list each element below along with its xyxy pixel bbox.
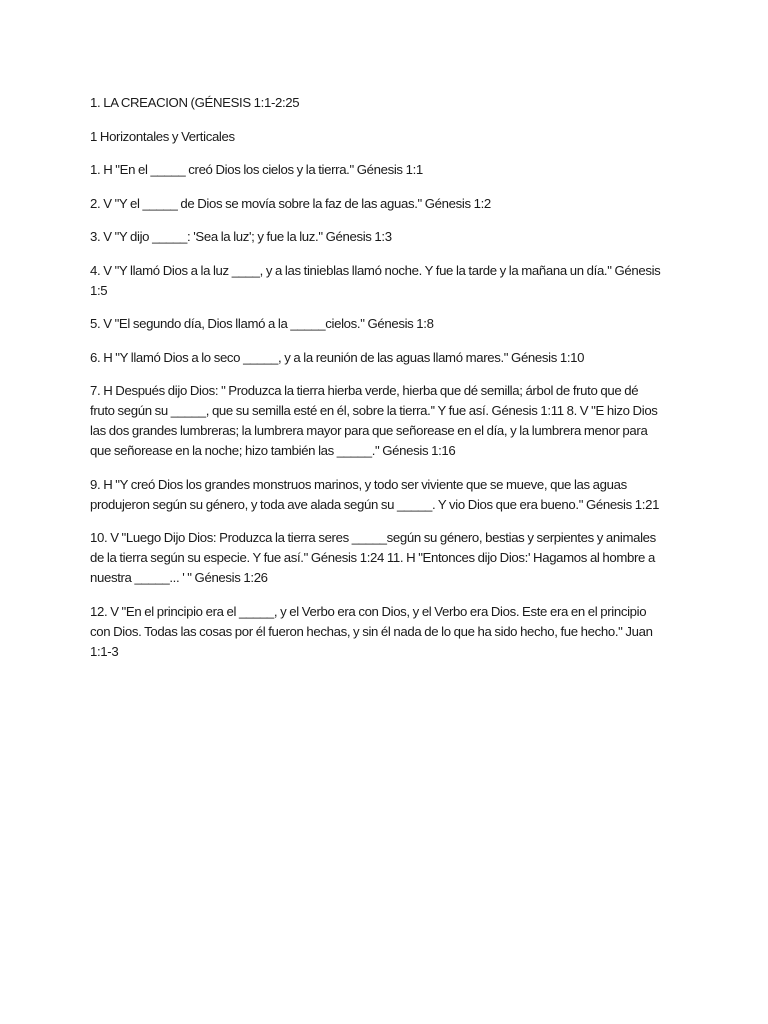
clue-1: 1. H "En el _____ creó Dios los cielos y la tierra." Génesis 1:1 [90, 162, 423, 177]
document-title: 1. LA CREACION (GÉNESIS 1:1-2:25 [90, 95, 300, 110]
document-page [90, 93, 690, 675]
clue-2: 2. V "Y el _____ de Dios se movía sobre la faz de las aguas." Génesis 1:2 [90, 195, 491, 211]
clue-3: 3. V "Y dijo _____: 'Sea la luz'; y fue la luz." Génesis 1:3 [90, 229, 392, 244]
clue-4: 4. V "Y llamó Dios a la luz ____, y a las tinieblas llamó noche. Y fue la tarde y la mañana un día." Génesis 1:5 [90, 262, 661, 298]
clue-12: 12. V "En el principio era el _____, y el Verbo era con Dios, y el Verbo era Dios. Este era en el principio con Dios. Todas las cosas por él fueron hechas, y sin él nada de lo que ha sido hecho, fue hecho." Juan 1:1-3 [90, 603, 653, 659]
document-subtitle: 1 Horizontales y Verticales [90, 128, 235, 144]
clue-9: 9. H "Y creó Dios los grandes monstruos marinos, y todo ser viviente que se mueve, que las aguas produjeron según su género, y toda ave alada según su _____. Y vio Dios que era bueno." Génesis 1:21 [90, 476, 660, 512]
clue-6: 6. H "Y llamó Dios a lo seco _____, y a la reunión de las aguas llamó mares." Génesis 1:10 [90, 349, 585, 365]
clue-7-8: 7. H Después dijo Dios: " Produzca la tierra hierba verde, hierba que dé semilla; árbol de fruto que dé fruto según su _____, que su semilla esté en él, sobre la tierra.'' Y fue así. Génesis 1:11 8. V "E hizo Dios las dos grandes lumbreras; la lumbrera mayor para que señorease en el día, y la lumbrera menor para que señorease en la noche; hizo también las _____." Génesis 1:16 [90, 383, 658, 458]
clue-5: 5. V "El segundo día, Dios llamó a la _____cielos." Génesis 1:8 [90, 316, 434, 331]
clue-10-11: 10. V "Luego Dijo Dios: Produzca la tierra seres _____según su género, bestias y serpientes y animales de la tierra según su especie. Y fue así." Génesis 1:24 11. H "Entonces dijo Dios:' Hagamos al hombre a nuestra _____... ' " Génesis 1:26 [90, 530, 656, 585]
